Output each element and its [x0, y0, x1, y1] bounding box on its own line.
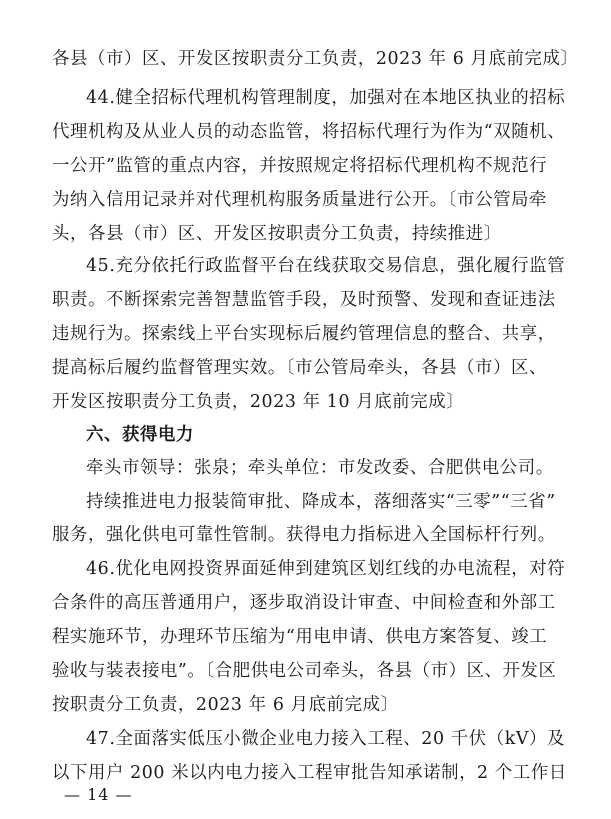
text-line: 为纳入信用记录并对代理机构服务质量进行公开。〔市公管局牵	[52, 190, 548, 210]
text-line: 开发区按职责分工负责，2023 年 10 月底前完成〕	[52, 392, 465, 412]
paragraph-45-start: 45.充分依托行政监督平台在线获取交易信息，强化履行监管	[86, 256, 566, 276]
page-number: — 14 —	[64, 785, 133, 804]
text-line: 以下用户 200 米以内电力接入工程审批告知承诺制，2 个工作日	[52, 763, 567, 783]
text-line: 提高标后履约监督管理实效。〔市公管局牵头，各县（市）区、	[52, 358, 548, 378]
text-line: 按职责分工负责，2023 年 6 月底前完成〕	[52, 695, 399, 715]
text-line: 职责。不断探索完善智慧监管手段，及时预警、发现和查证违法	[52, 290, 556, 310]
text-line: 服务，强化供电可靠性管制。获得电力指标进入全国标杆行列。	[52, 525, 556, 545]
text-line: 头，各县（市）区、开发区按职责分工负责，持续推进〕	[52, 224, 502, 244]
text-line: 违规行为。探索线上平台实现标后履约管理信息的整合、共享，	[52, 324, 556, 344]
section-heading-6: 六、获得电力	[86, 425, 194, 445]
text-line: 各县（市）区、开发区按职责分工负责，2023 年 6 月底前完成〕	[52, 49, 579, 69]
lead-line: 牵头市领导：张泉；牵头单位：市发改委、合肥供电公司。	[86, 458, 554, 478]
paragraph-44-start: 44.健全招标代理机构管理制度，加强对在本地区执业的招标	[86, 88, 566, 108]
text-line: 验收与装表接电”。〔合肥供电公司牵头，各县（市）区、开发区	[52, 661, 557, 681]
text-line: 持续推进电力报装简审批、降成本，落细落实“三零”“三省”	[86, 492, 556, 512]
text-line: 一公开”监管的重点内容，并按照规定将招标代理机构不规范行	[52, 156, 548, 176]
text-line: 合条件的高压普通用户，逐步取消设计审查、中间检查和外部工	[52, 593, 556, 613]
paragraph-46-start: 46.优化电网投资界面延伸到建筑区划红线的办电流程，对符	[86, 559, 566, 579]
paragraph-47-start: 47.全面落实低压小微企业电力接入工程、20 千伏（kV）及	[86, 729, 566, 749]
text-line: 程实施环节，办理环节压缩为“用电申请、供电方案答复、竣工	[52, 627, 548, 647]
text-line: 代理机构及从业人员的动态监管，将招标代理行为作为“双随机、	[52, 122, 566, 142]
